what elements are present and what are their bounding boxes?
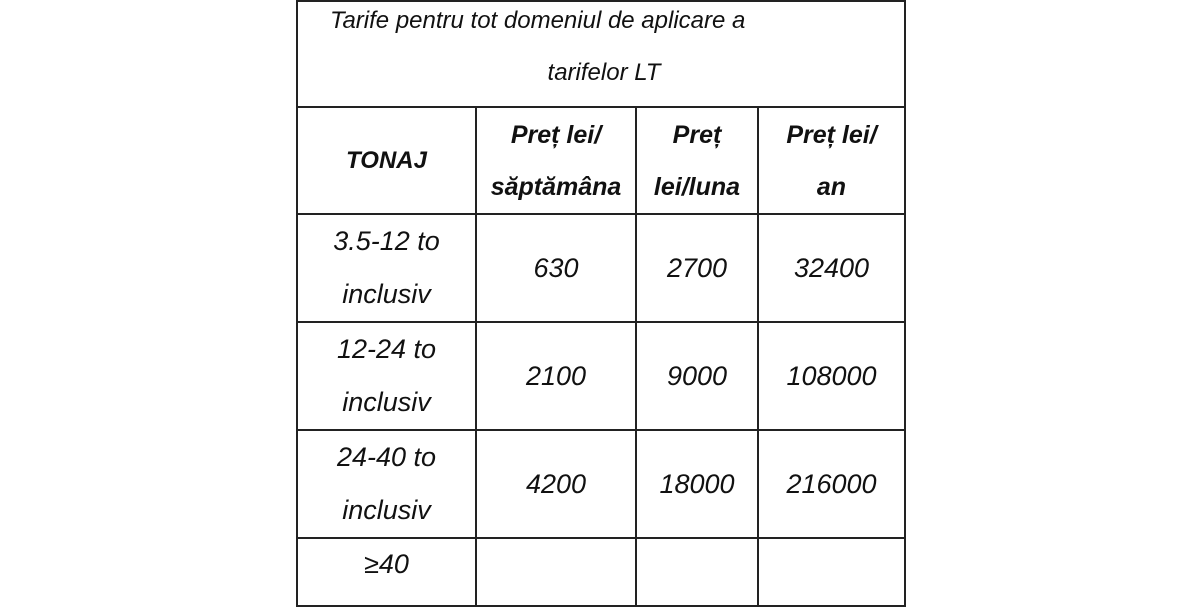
title-row bbox=[297, 1, 905, 107]
tonaj-cell bbox=[297, 430, 476, 538]
tonaj-range: 12-24 to bbox=[336, 334, 437, 364]
tonaj-cell bbox=[297, 214, 476, 322]
tonaj-qualifier: inclusiv bbox=[342, 387, 431, 417]
header-price-year-line-1: Preț lei/ bbox=[786, 120, 877, 149]
price-month-cell: 18000 bbox=[636, 430, 758, 538]
table-row bbox=[297, 538, 905, 606]
header-price-year bbox=[758, 107, 905, 214]
price-week-cell: 4200 bbox=[476, 430, 636, 538]
table-row bbox=[297, 322, 905, 430]
tonaj-range: 24-40 to bbox=[336, 442, 437, 472]
tariff-table bbox=[296, 0, 906, 607]
header-price-week-line-2: săptămâna bbox=[490, 172, 622, 201]
price-year-cell: 32400 bbox=[758, 214, 905, 322]
header-row bbox=[297, 107, 905, 214]
tonaj-qualifier: inclusiv bbox=[342, 279, 431, 309]
price-week-cell bbox=[476, 538, 636, 606]
header-price-week bbox=[476, 107, 636, 214]
price-week-cell: 2100 bbox=[476, 322, 636, 430]
tonaj-qualifier: inclusiv bbox=[342, 495, 431, 525]
header-tonaj: TONAJ bbox=[297, 107, 476, 214]
table-title-line-1: Tarife pentru tot domeniul de aplicare a bbox=[330, 7, 746, 34]
header-price-week-line-1: Preț lei/ bbox=[510, 120, 602, 149]
header-price-month-line-2: lei/luna bbox=[653, 172, 741, 201]
price-week-cell: 630 bbox=[476, 214, 636, 322]
table-title bbox=[297, 1, 905, 107]
tonaj-cell: ≥40 bbox=[297, 538, 476, 606]
tonaj-cell bbox=[297, 322, 476, 430]
header-price-year-line-2: an bbox=[816, 172, 847, 201]
table-row bbox=[297, 214, 905, 322]
price-year-cell: 216000 bbox=[758, 430, 905, 538]
price-month-cell bbox=[636, 538, 758, 606]
tonaj-range: 3.5-12 to bbox=[333, 226, 440, 256]
price-month-cell: 2700 bbox=[636, 214, 758, 322]
price-month-cell: 9000 bbox=[636, 322, 758, 430]
price-year-cell bbox=[758, 538, 905, 606]
header-price-month bbox=[636, 107, 758, 214]
price-year-cell: 108000 bbox=[758, 322, 905, 430]
table-title-line-2: tarifelor LT bbox=[547, 59, 661, 86]
header-price-month-line-1: Preț bbox=[672, 120, 722, 149]
table-row bbox=[297, 430, 905, 538]
